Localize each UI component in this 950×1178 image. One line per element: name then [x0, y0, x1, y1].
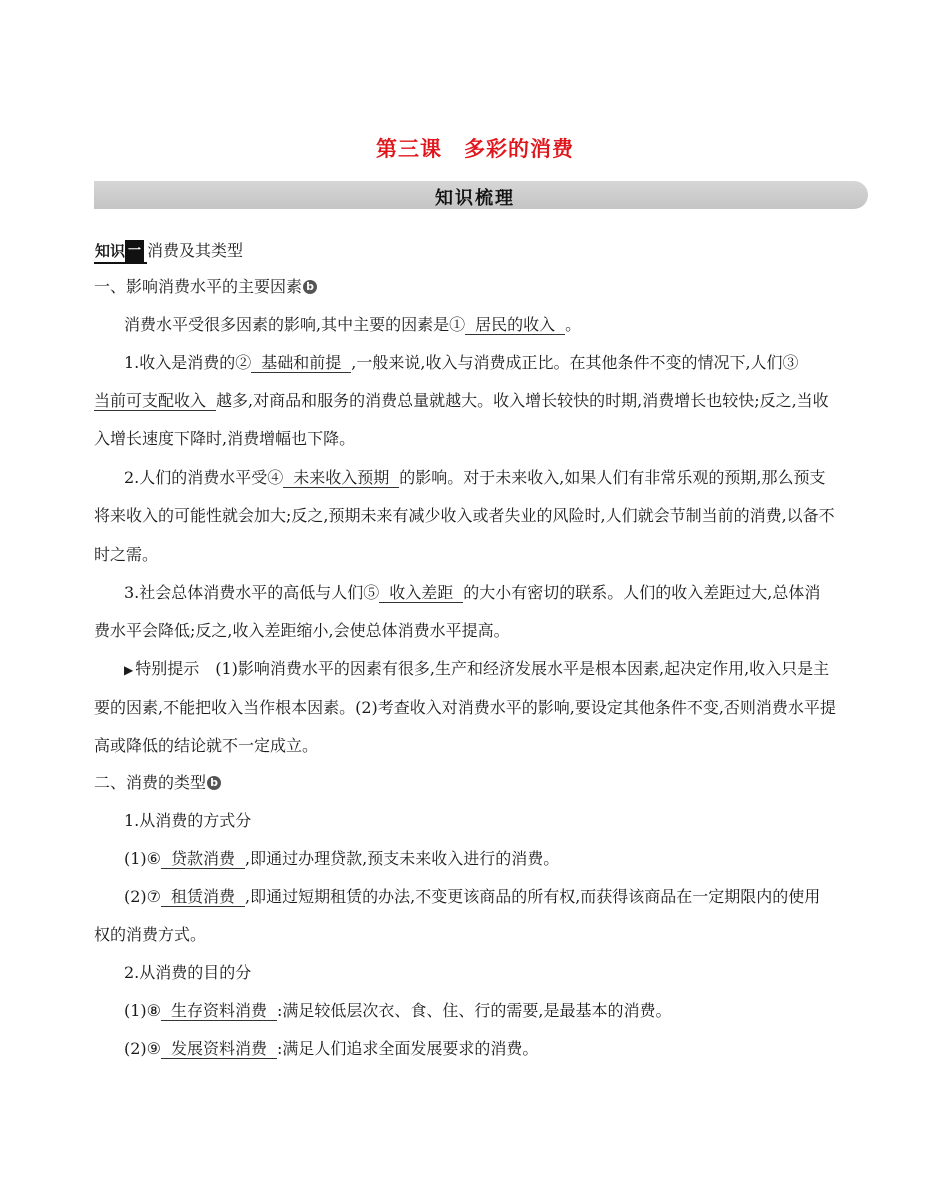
text: 2.人们的消费水平受④ [124, 468, 284, 487]
answer-blank: 生存资料消费 [161, 1001, 277, 1021]
knowledge-name: 消费及其类型 [147, 241, 244, 260]
text: 的影响。对于未来收入,如果人们有非常乐观的预期,那么预支 [399, 468, 826, 487]
answer-blank: 基础和前提 [251, 353, 351, 373]
list-item [124, 1038, 538, 1060]
part2-heading-text: 二、消费的类型 [94, 773, 207, 792]
part2-heading [94, 772, 221, 794]
arrow-icon: ▶ [124, 663, 134, 677]
paragraph-line: 将来收入的可能性就会加大;反之,预期未来有减少收入或者失业的风险时,人们就会节制当前的消费,以备不 [94, 506, 835, 525]
text: 消费水平受很多因素的影响,其中主要的因素是① [124, 315, 466, 334]
text: :满足人们追求全面发展要求的消费。 [277, 1039, 539, 1058]
answer-blank: 当前可支配收入 [94, 391, 216, 411]
text: (2)⑨ [124, 1039, 162, 1058]
text: ,即通过办理贷款,预支未来收入进行的消费。 [245, 849, 560, 868]
difficulty-b-icon: b [207, 776, 221, 790]
subheading: 2.从消费的目的分 [124, 963, 252, 982]
answer-blank: 居民的收入 [465, 315, 565, 335]
special-tip [124, 658, 829, 681]
knowledge-number-badge: 一 [125, 240, 144, 262]
paragraph-line: 费水平会降低;反之,收入差距缩小,会使总体消费水平提高。 [94, 621, 510, 640]
subheading: 1.从消费的方式分 [124, 811, 252, 830]
text: (1)影响消费水平的因素有很多,生产和经济发展水平是根本因素,起决定作用,收入只是主 [215, 659, 830, 678]
answer-blank: 收入差距 [379, 583, 463, 603]
paragraph-line: 要的因素,不能把收入当作根本因素。(2)考查收入对消费水平的影响,要设定其他条件不变,否则消费水平提 [94, 698, 836, 717]
part1-heading-text: 一、影响消费水平的主要因素 [94, 277, 303, 296]
list-item [124, 886, 820, 908]
banner-title: 知识梳理 [435, 188, 515, 209]
part1-heading [94, 276, 317, 298]
text: 1.收入是消费的② [124, 353, 252, 372]
paragraph [124, 582, 820, 604]
paragraph-line: 权的消费方式。 [94, 925, 207, 944]
text: (1)⑥ [124, 849, 162, 868]
knowledge-point-header [94, 240, 243, 264]
text: (2)⑦ [124, 887, 162, 906]
difficulty-b-icon: b [303, 280, 317, 294]
answer-blank: 租赁消费 [161, 887, 245, 907]
text: ,即通过短期租赁的办法,不变更该商品的所有权,而获得该商品在一定期限内的使用 [245, 887, 821, 906]
text: ,一般来说,收入与消费成正比。在其他条件不变的情况下,人们③ [351, 353, 799, 372]
text: 的大小有密切的联系。人们的收入差距过大,总体消 [463, 583, 821, 602]
paragraph [124, 467, 825, 489]
tip-label: 特别提示 [135, 659, 200, 678]
text: :满足较低层次衣、食、住、行的需要,是最基本的消费。 [277, 1001, 672, 1020]
text: 。 [565, 315, 582, 334]
text: 越多,对商品和服务的消费总量就越大。收入增长较快的时期,消费增长也较快;反之,当收 [216, 391, 829, 410]
list-item [124, 848, 559, 870]
list-item [124, 1000, 672, 1022]
answer-blank: 贷款消费 [161, 849, 245, 869]
answer-blank: 发展资料消费 [161, 1039, 277, 1059]
paragraph-line: 入增长速度下降时,消费增幅也下降。 [94, 429, 356, 448]
knowledge-label: 知识 一 [94, 240, 147, 264]
text: (1)⑧ [124, 1001, 162, 1020]
paragraph-line [94, 390, 829, 412]
text: 3.社会总体消费水平的高低与人们⑤ [124, 583, 380, 602]
paragraph [124, 352, 799, 374]
paragraph-line: 高或降低的结论就不一定成立。 [94, 736, 319, 755]
answer-blank: 未来收入预期 [283, 468, 399, 488]
paragraph [124, 314, 581, 336]
page-title: 第三课 多彩的消费 [376, 137, 574, 161]
paragraph-line: 时之需。 [94, 545, 159, 564]
